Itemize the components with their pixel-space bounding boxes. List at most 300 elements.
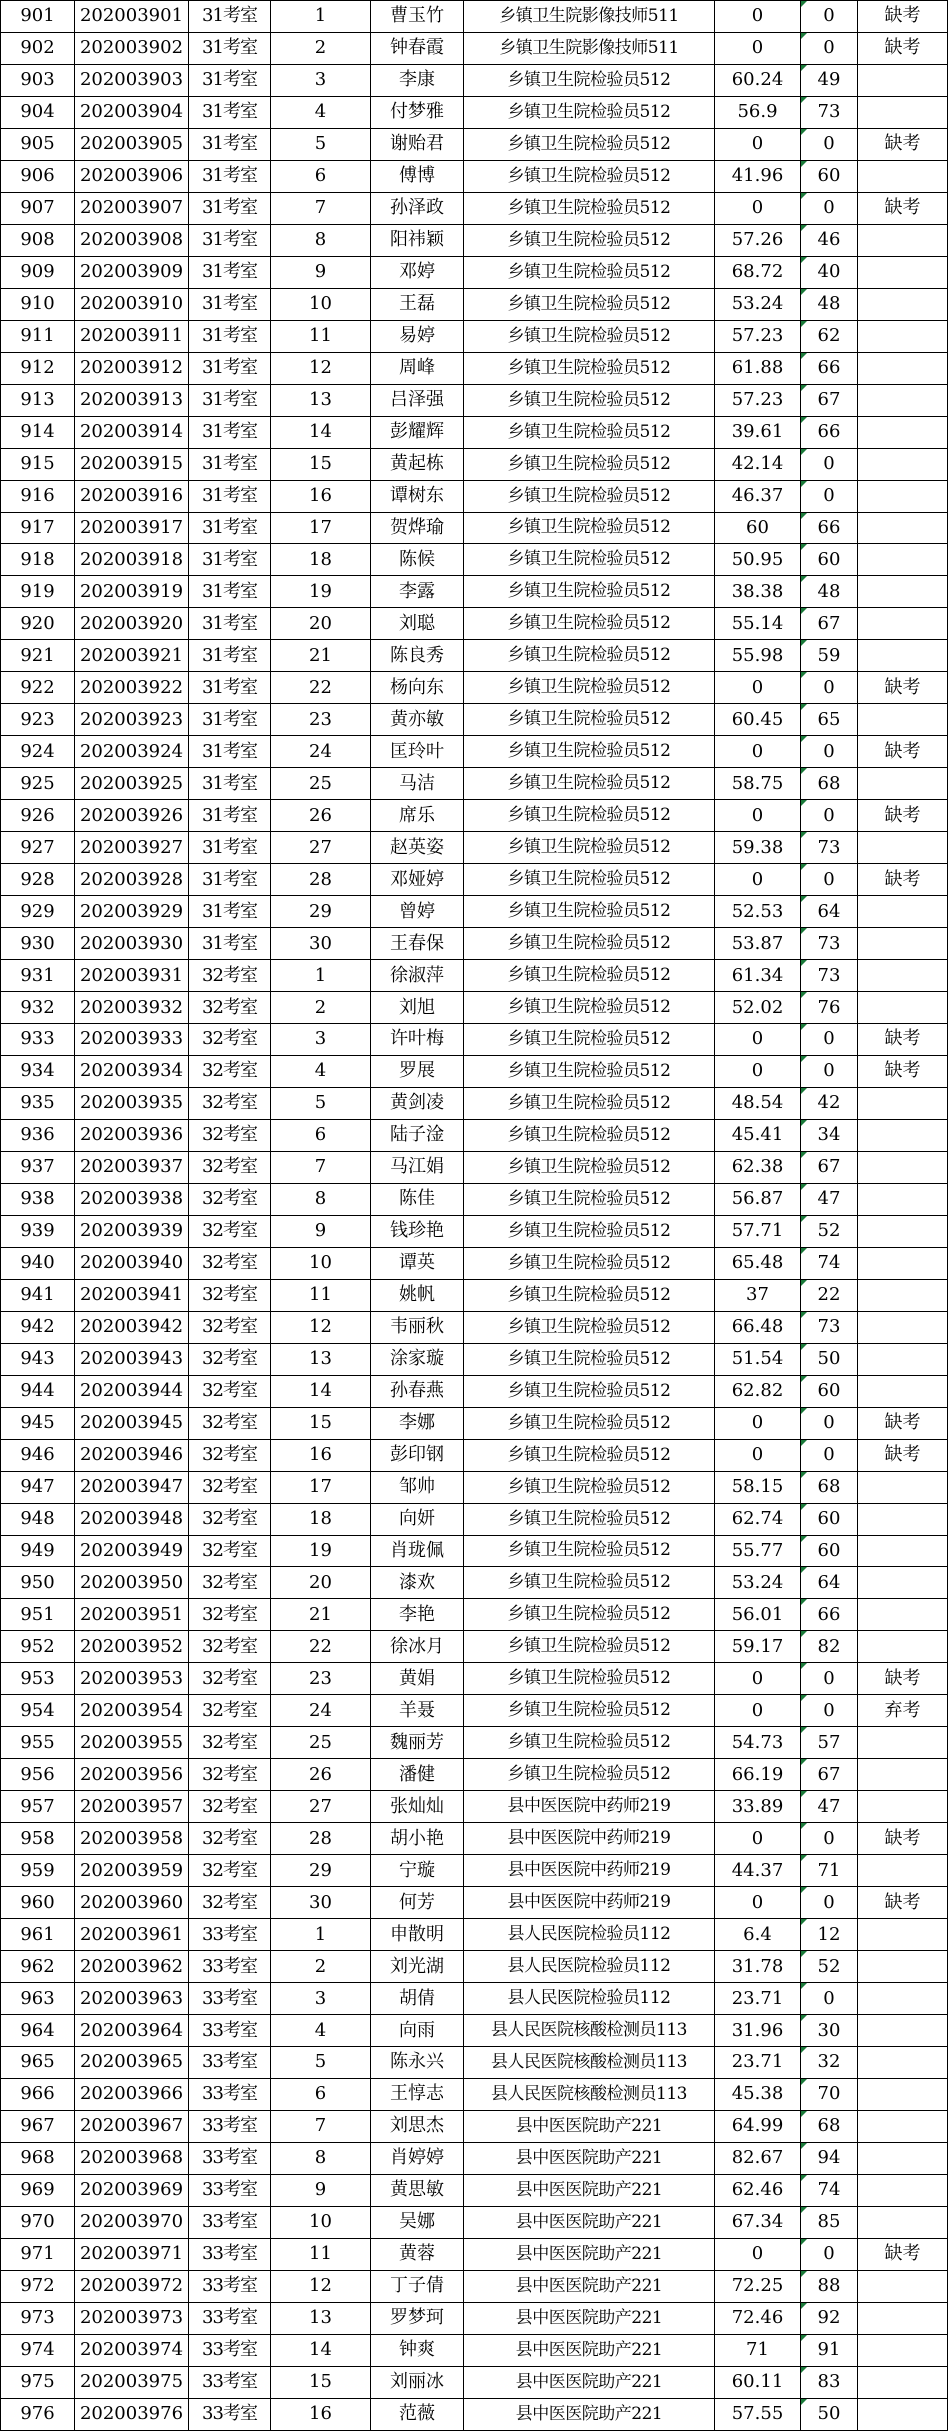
ticket-number-cell: 202003975 <box>75 2366 189 2398</box>
table-row <box>1 1791 948 1823</box>
position-cell: 乡镇卫生院检验员512 <box>464 1311 715 1343</box>
ticket-number-cell: 202003947 <box>75 1471 189 1503</box>
ticket-number-cell: 202003912 <box>75 352 189 384</box>
ticket-number-cell: 202003943 <box>75 1343 189 1375</box>
remark-cell <box>858 2334 948 2366</box>
ticket-number-cell: 202003905 <box>75 128 189 160</box>
seat-number-cell: 6 <box>271 2078 371 2110</box>
exam-room-cell: 32考室 <box>189 1535 271 1567</box>
second-score-cell: 34 <box>801 1119 858 1151</box>
second-score-cell: 74 <box>801 1247 858 1279</box>
row-index-cell: 944 <box>1 1375 75 1407</box>
name-cell: 刘旭 <box>371 992 464 1024</box>
table-row <box>1 544 948 576</box>
second-score-cell: 59 <box>801 640 858 672</box>
table-row <box>1 864 948 896</box>
ticket-number-cell: 202003952 <box>75 1631 189 1663</box>
exam-room-cell: 31考室 <box>189 352 271 384</box>
table-row <box>1 1055 948 1087</box>
table-row <box>1 1599 948 1631</box>
exam-room-cell: 31考室 <box>189 928 271 960</box>
seat-number-cell: 21 <box>271 640 371 672</box>
seat-number-cell: 12 <box>271 352 371 384</box>
second-score-cell: 0 <box>801 1983 858 2015</box>
exam-room-cell: 33考室 <box>189 2206 271 2238</box>
exam-room-cell: 32考室 <box>189 1727 271 1759</box>
position-cell: 乡镇卫生院检验员512 <box>464 96 715 128</box>
exam-room-cell: 33考室 <box>189 1919 271 1951</box>
written-score-cell: 52.02 <box>715 992 801 1024</box>
remark-cell <box>858 1247 948 1279</box>
remark-cell <box>858 1855 948 1887</box>
exam-room-cell: 32考室 <box>189 1663 271 1695</box>
row-index-cell: 958 <box>1 1823 75 1855</box>
second-score-cell: 73 <box>801 96 858 128</box>
ticket-number-cell: 202003909 <box>75 256 189 288</box>
ticket-number-cell: 202003971 <box>75 2238 189 2270</box>
name-cell: 邓娅婷 <box>371 864 464 896</box>
name-cell: 刘丽冰 <box>371 2366 464 2398</box>
table-row <box>1 736 948 768</box>
name-cell: 钟春霞 <box>371 32 464 64</box>
ticket-number-cell: 202003920 <box>75 608 189 640</box>
table-row <box>1 768 948 800</box>
row-index-cell: 906 <box>1 160 75 192</box>
seat-number-cell: 14 <box>271 1375 371 1407</box>
ticket-number-cell: 202003907 <box>75 192 189 224</box>
name-cell: 易婷 <box>371 320 464 352</box>
seat-number-cell: 9 <box>271 2174 371 2206</box>
seat-number-cell: 25 <box>271 768 371 800</box>
written-score-cell: 0 <box>715 864 801 896</box>
position-cell: 乡镇卫生院检验员512 <box>464 352 715 384</box>
remark-cell: 缺考 <box>858 1 948 33</box>
seat-number-cell: 3 <box>271 64 371 96</box>
remark-cell <box>858 448 948 480</box>
second-score-cell: 60 <box>801 544 858 576</box>
name-cell: 周峰 <box>371 352 464 384</box>
second-score-cell: 68 <box>801 768 858 800</box>
seat-number-cell: 24 <box>271 1695 371 1727</box>
table-row <box>1 192 948 224</box>
second-score-cell: 73 <box>801 832 858 864</box>
table-row <box>1 2110 948 2142</box>
name-cell: 吕泽强 <box>371 384 464 416</box>
ticket-number-cell: 202003906 <box>75 160 189 192</box>
ticket-number-cell: 202003913 <box>75 384 189 416</box>
table-row <box>1 1855 948 1887</box>
seat-number-cell: 4 <box>271 1055 371 1087</box>
row-index-cell: 903 <box>1 64 75 96</box>
second-score-cell: 50 <box>801 1343 858 1375</box>
name-cell: 姚帆 <box>371 1279 464 1311</box>
row-index-cell: 952 <box>1 1631 75 1663</box>
written-score-cell: 57.55 <box>715 2398 801 2430</box>
exam-room-cell: 31考室 <box>189 320 271 352</box>
table-row <box>1 2206 948 2238</box>
seat-number-cell: 23 <box>271 704 371 736</box>
second-score-cell: 60 <box>801 1535 858 1567</box>
exam-room-cell: 31考室 <box>189 800 271 832</box>
name-cell: 谭英 <box>371 1247 464 1279</box>
table-row <box>1 640 948 672</box>
table-row <box>1 320 948 352</box>
second-score-cell: 73 <box>801 928 858 960</box>
table-row <box>1 1087 948 1119</box>
remark-cell <box>858 256 948 288</box>
second-score-cell: 0 <box>801 2238 858 2270</box>
row-index-cell: 961 <box>1 1919 75 1951</box>
position-cell: 乡镇卫生院检验员512 <box>464 160 715 192</box>
remark-cell <box>858 544 948 576</box>
row-index-cell: 902 <box>1 32 75 64</box>
table-row <box>1 2047 948 2079</box>
row-index-cell: 933 <box>1 1024 75 1056</box>
remark-cell <box>858 2270 948 2302</box>
name-cell: 李康 <box>371 64 464 96</box>
seat-number-cell: 25 <box>271 1727 371 1759</box>
written-score-cell: 57.23 <box>715 384 801 416</box>
remark-cell <box>858 2302 948 2334</box>
position-cell: 乡镇卫生院检验员512 <box>464 704 715 736</box>
position-cell: 县中医医院助产221 <box>464 2110 715 2142</box>
ticket-number-cell: 202003963 <box>75 1983 189 2015</box>
row-index-cell: 947 <box>1 1471 75 1503</box>
exam-room-cell: 33考室 <box>189 2238 271 2270</box>
ticket-number-cell: 202003915 <box>75 448 189 480</box>
name-cell: 钟爽 <box>371 2334 464 2366</box>
table-row <box>1 32 948 64</box>
seat-number-cell: 18 <box>271 1503 371 1535</box>
written-score-cell: 0 <box>715 1 801 33</box>
second-score-cell: 0 <box>801 1663 858 1695</box>
position-cell: 县中医医院助产221 <box>464 2270 715 2302</box>
seat-number-cell: 2 <box>271 992 371 1024</box>
second-score-cell: 0 <box>801 864 858 896</box>
name-cell: 潘健 <box>371 1759 464 1791</box>
exam-room-cell: 31考室 <box>189 512 271 544</box>
table-row <box>1 256 948 288</box>
remark-cell <box>858 384 948 416</box>
remark-cell <box>858 1791 948 1823</box>
seat-number-cell: 15 <box>271 1407 371 1439</box>
table-row <box>1 800 948 832</box>
position-cell: 县中医医院中药师219 <box>464 1887 715 1919</box>
name-cell: 向雨 <box>371 2015 464 2047</box>
second-score-cell: 22 <box>801 1279 858 1311</box>
written-score-cell: 54.73 <box>715 1727 801 1759</box>
exam-room-cell: 32考室 <box>189 1471 271 1503</box>
seat-number-cell: 17 <box>271 512 371 544</box>
second-score-cell: 94 <box>801 2142 858 2174</box>
position-cell: 县中医医院中药师219 <box>464 1823 715 1855</box>
position-cell: 乡镇卫生院检验员512 <box>464 1119 715 1151</box>
remark-cell <box>858 1759 948 1791</box>
table-row <box>1 64 948 96</box>
exam-room-cell: 31考室 <box>189 480 271 512</box>
position-cell: 县中医医院助产221 <box>464 2366 715 2398</box>
second-score-cell: 0 <box>801 1024 858 1056</box>
position-cell: 县中医医院中药师219 <box>464 1791 715 1823</box>
name-cell: 马江娟 <box>371 1151 464 1183</box>
position-cell: 乡镇卫生院检验员512 <box>464 1695 715 1727</box>
position-cell: 乡镇卫生院检验员512 <box>464 1087 715 1119</box>
written-score-cell: 57.23 <box>715 320 801 352</box>
name-cell: 何芳 <box>371 1887 464 1919</box>
ticket-number-cell: 202003945 <box>75 1407 189 1439</box>
written-score-cell: 66.19 <box>715 1759 801 1791</box>
position-cell: 乡镇卫生院检验员512 <box>464 1663 715 1695</box>
seat-number-cell: 12 <box>271 2270 371 2302</box>
ticket-number-cell: 202003910 <box>75 288 189 320</box>
remark-cell <box>858 832 948 864</box>
table-row <box>1 2270 948 2302</box>
exam-room-cell: 31考室 <box>189 640 271 672</box>
name-cell: 韦丽秋 <box>371 1311 464 1343</box>
table-row <box>1 288 948 320</box>
written-score-cell: 45.38 <box>715 2078 801 2110</box>
row-index-cell: 946 <box>1 1439 75 1471</box>
second-score-cell: 71 <box>801 1855 858 1887</box>
table-row <box>1 1663 948 1695</box>
ticket-number-cell: 202003931 <box>75 960 189 992</box>
seat-number-cell: 28 <box>271 864 371 896</box>
ticket-number-cell: 202003941 <box>75 1279 189 1311</box>
seat-number-cell: 7 <box>271 192 371 224</box>
row-index-cell: 919 <box>1 576 75 608</box>
table-row <box>1 928 948 960</box>
name-cell: 谭树东 <box>371 480 464 512</box>
row-index-cell: 956 <box>1 1759 75 1791</box>
remark-cell <box>858 1631 948 1663</box>
exam-room-cell: 31考室 <box>189 576 271 608</box>
second-score-cell: 73 <box>801 960 858 992</box>
row-index-cell: 943 <box>1 1343 75 1375</box>
second-score-cell: 60 <box>801 1375 858 1407</box>
ticket-number-cell: 202003925 <box>75 768 189 800</box>
remark-cell: 缺考 <box>858 1407 948 1439</box>
second-score-cell: 0 <box>801 1055 858 1087</box>
second-score-cell: 91 <box>801 2334 858 2366</box>
exam-room-cell: 32考室 <box>189 992 271 1024</box>
second-score-cell: 12 <box>801 1919 858 1951</box>
ticket-number-cell: 202003954 <box>75 1695 189 1727</box>
exam-room-cell: 32考室 <box>189 1247 271 1279</box>
row-index-cell: 927 <box>1 832 75 864</box>
written-score-cell: 64.99 <box>715 2110 801 2142</box>
written-score-cell: 71 <box>715 2334 801 2366</box>
position-cell: 乡镇卫生院检验员512 <box>464 128 715 160</box>
position-cell: 县中医医院助产221 <box>464 2174 715 2206</box>
remark-cell <box>858 768 948 800</box>
name-cell: 罗展 <box>371 1055 464 1087</box>
position-cell: 乡镇卫生院检验员512 <box>464 1375 715 1407</box>
row-index-cell: 960 <box>1 1887 75 1919</box>
name-cell: 王惇志 <box>371 2078 464 2110</box>
written-score-cell: 67.34 <box>715 2206 801 2238</box>
position-cell: 乡镇卫生院影像技师511 <box>464 1 715 33</box>
position-cell: 县中医医院助产221 <box>464 2238 715 2270</box>
position-cell: 乡镇卫生院检验员512 <box>464 1279 715 1311</box>
second-score-cell: 68 <box>801 1471 858 1503</box>
seat-number-cell: 7 <box>271 1151 371 1183</box>
remark-cell: 缺考 <box>858 128 948 160</box>
seat-number-cell: 8 <box>271 2142 371 2174</box>
exam-room-cell: 32考室 <box>189 1343 271 1375</box>
second-score-cell: 73 <box>801 1311 858 1343</box>
seat-number-cell: 23 <box>271 1663 371 1695</box>
written-score-cell: 0 <box>715 1439 801 1471</box>
exam-room-cell: 32考室 <box>189 1823 271 1855</box>
remark-cell <box>858 416 948 448</box>
name-cell: 宁璇 <box>371 1855 464 1887</box>
remark-cell: 弃考 <box>858 1695 948 1727</box>
seat-number-cell: 12 <box>271 1311 371 1343</box>
seat-number-cell: 4 <box>271 2015 371 2047</box>
table-row <box>1 1887 948 1919</box>
exam-room-cell: 32考室 <box>189 1887 271 1919</box>
row-index-cell: 974 <box>1 2334 75 2366</box>
ticket-number-cell: 202003972 <box>75 2270 189 2302</box>
second-score-cell: 0 <box>801 480 858 512</box>
remark-cell: 缺考 <box>858 1823 948 1855</box>
remark-cell <box>858 1215 948 1247</box>
written-score-cell: 56.9 <box>715 96 801 128</box>
ticket-number-cell: 202003939 <box>75 1215 189 1247</box>
remark-cell <box>858 704 948 736</box>
second-score-cell: 0 <box>801 192 858 224</box>
row-index-cell: 928 <box>1 864 75 896</box>
exam-room-cell: 32考室 <box>189 1791 271 1823</box>
ticket-number-cell: 202003921 <box>75 640 189 672</box>
exam-room-cell: 33考室 <box>189 2366 271 2398</box>
name-cell: 黄剑凌 <box>371 1087 464 1119</box>
position-cell: 县人民医院检验员112 <box>464 1919 715 1951</box>
name-cell: 邹帅 <box>371 1471 464 1503</box>
remark-cell <box>858 1983 948 2015</box>
remark-cell: 缺考 <box>858 2238 948 2270</box>
position-cell: 乡镇卫生院检验员512 <box>464 1727 715 1759</box>
written-score-cell: 0 <box>715 1887 801 1919</box>
exam-room-cell: 31考室 <box>189 832 271 864</box>
position-cell: 乡镇卫生院检验员512 <box>464 768 715 800</box>
position-cell: 乡镇卫生院检验员512 <box>464 736 715 768</box>
seat-number-cell: 3 <box>271 1983 371 2015</box>
written-score-cell: 62.74 <box>715 1503 801 1535</box>
table-row <box>1 832 948 864</box>
row-index-cell: 964 <box>1 2015 75 2047</box>
remark-cell <box>858 1567 948 1599</box>
remark-cell <box>858 1183 948 1215</box>
name-cell: 王春保 <box>371 928 464 960</box>
row-index-cell: 935 <box>1 1087 75 1119</box>
written-score-cell: 72.46 <box>715 2302 801 2334</box>
ticket-number-cell: 202003937 <box>75 1151 189 1183</box>
table-row <box>1 1407 948 1439</box>
position-cell: 乡镇卫生院检验员512 <box>464 64 715 96</box>
second-score-cell: 66 <box>801 416 858 448</box>
seat-number-cell: 24 <box>271 736 371 768</box>
seat-number-cell: 7 <box>271 2110 371 2142</box>
table-row <box>1 576 948 608</box>
written-score-cell: 0 <box>715 2238 801 2270</box>
table-row <box>1 672 948 704</box>
row-index-cell: 976 <box>1 2398 75 2430</box>
remark-cell <box>858 928 948 960</box>
second-score-cell: 0 <box>801 1823 858 1855</box>
name-cell: 肖婷婷 <box>371 2142 464 2174</box>
ticket-number-cell: 202003918 <box>75 544 189 576</box>
second-score-cell: 74 <box>801 2174 858 2206</box>
ticket-number-cell: 202003944 <box>75 1375 189 1407</box>
written-score-cell: 55.98 <box>715 640 801 672</box>
remark-cell: 缺考 <box>858 1024 948 1056</box>
exam-room-cell: 33考室 <box>189 2078 271 2110</box>
seat-number-cell: 13 <box>271 1343 371 1375</box>
second-score-cell: 42 <box>801 1087 858 1119</box>
remark-cell <box>858 1151 948 1183</box>
ticket-number-cell: 202003926 <box>75 800 189 832</box>
second-score-cell: 66 <box>801 1599 858 1631</box>
exam-room-cell: 31考室 <box>189 32 271 64</box>
row-index-cell: 955 <box>1 1727 75 1759</box>
second-score-cell: 0 <box>801 736 858 768</box>
second-score-cell: 32 <box>801 2047 858 2079</box>
row-index-cell: 934 <box>1 1055 75 1087</box>
second-score-cell: 48 <box>801 288 858 320</box>
remark-cell: 缺考 <box>858 1663 948 1695</box>
written-score-cell: 0 <box>715 1024 801 1056</box>
position-cell: 乡镇卫生院检验员512 <box>464 1631 715 1663</box>
remark-cell <box>858 2142 948 2174</box>
remark-cell <box>858 2366 948 2398</box>
row-index-cell: 917 <box>1 512 75 544</box>
written-score-cell: 62.38 <box>715 1151 801 1183</box>
written-score-cell: 48.54 <box>715 1087 801 1119</box>
exam-room-cell: 31考室 <box>189 896 271 928</box>
name-cell: 陆子淦 <box>371 1119 464 1151</box>
row-index-cell: 905 <box>1 128 75 160</box>
position-cell: 乡镇卫生院检验员512 <box>464 1599 715 1631</box>
position-cell: 乡镇卫生院检验员512 <box>464 1183 715 1215</box>
written-score-cell: 65.48 <box>715 1247 801 1279</box>
remark-cell <box>858 960 948 992</box>
written-score-cell: 61.34 <box>715 960 801 992</box>
second-score-cell: 0 <box>801 672 858 704</box>
ticket-number-cell: 202003902 <box>75 32 189 64</box>
remark-cell <box>858 288 948 320</box>
table-row <box>1 416 948 448</box>
remark-cell <box>858 1311 948 1343</box>
remark-cell <box>858 64 948 96</box>
row-index-cell: 932 <box>1 992 75 1024</box>
name-cell: 阳祎颖 <box>371 224 464 256</box>
ticket-number-cell: 202003960 <box>75 1887 189 1919</box>
name-cell: 赵英姿 <box>371 832 464 864</box>
table-row <box>1 2302 948 2334</box>
name-cell: 曹玉竹 <box>371 1 464 33</box>
seat-number-cell: 28 <box>271 1823 371 1855</box>
position-cell: 乡镇卫生院检验员512 <box>464 1471 715 1503</box>
table-row <box>1 1375 948 1407</box>
ticket-number-cell: 202003969 <box>75 2174 189 2206</box>
exam-room-cell: 31考室 <box>189 864 271 896</box>
exam-room-cell: 32考室 <box>189 960 271 992</box>
exam-room-cell: 33考室 <box>189 2270 271 2302</box>
position-cell: 乡镇卫生院检验员512 <box>464 480 715 512</box>
exam-room-cell: 31考室 <box>189 448 271 480</box>
position-cell: 乡镇卫生院检验员512 <box>464 1567 715 1599</box>
